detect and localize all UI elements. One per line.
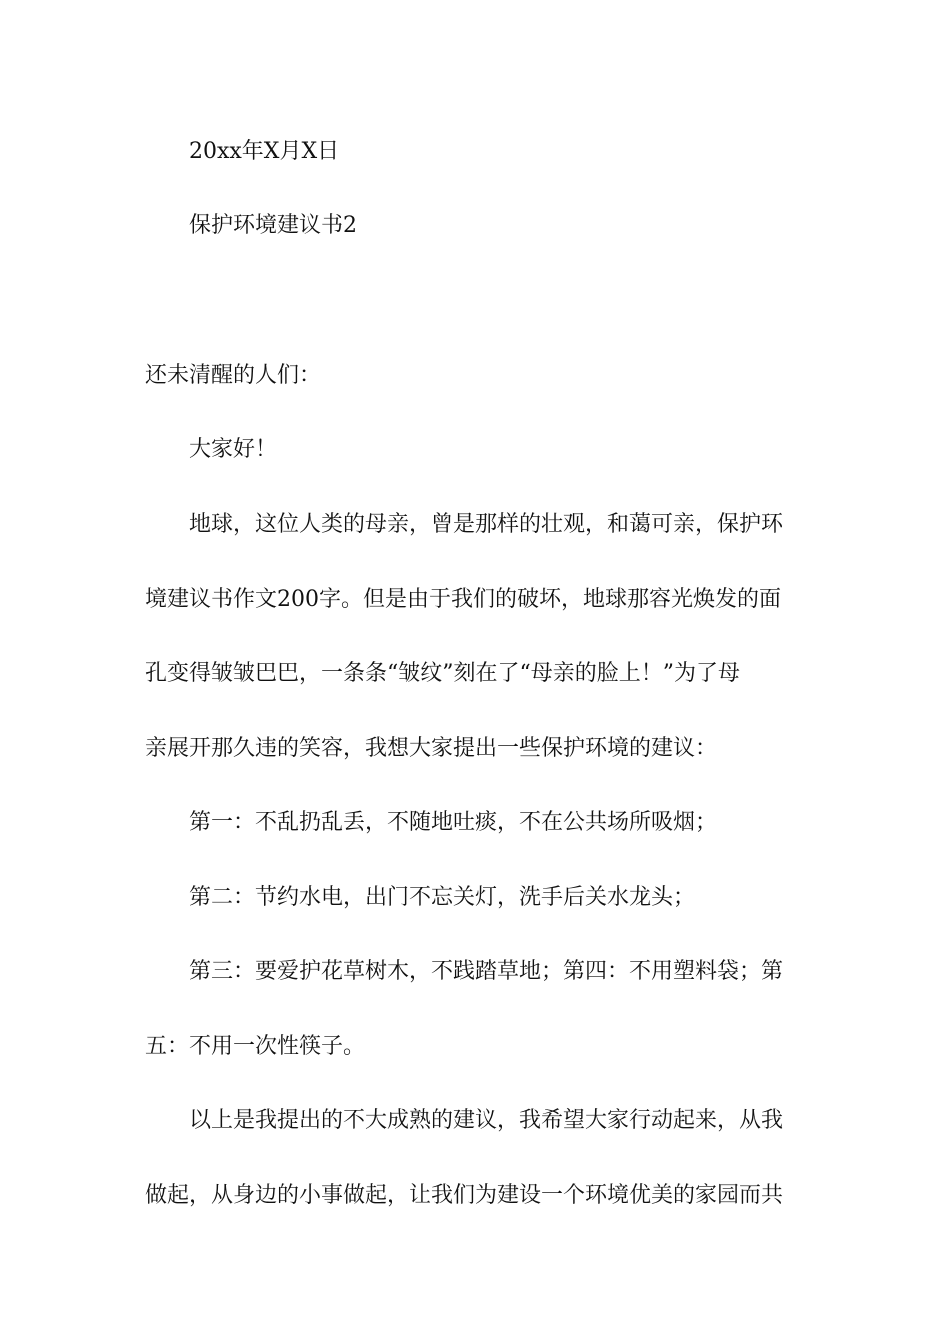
- paragraph-line: 孔变得皱皱巴巴，一条条“皱纹”刻在了“母亲的脸上！”为了母: [145, 661, 740, 686]
- paragraph-line: 以上是我提出的不大成熟的建议，我希望大家行动起来，从我: [189, 1108, 784, 1133]
- letter-heading: 保护环境建议书2: [189, 213, 357, 238]
- letter-greeting: 大家好！: [189, 437, 278, 462]
- paragraph-line: 第一：不乱扔乱丢，不随地吐痰，不在公共场所吸烟；: [189, 810, 718, 835]
- paragraph-line: 五：不用一次性筷子。: [145, 1034, 366, 1059]
- paragraph-line: 第三：要爱护花草树木，不践踏草地；第四：不用塑料袋；第: [189, 959, 784, 984]
- paragraph-line: 第二：节约水电，出门不忘关灯，洗手后关水龙头；: [189, 885, 696, 910]
- paragraph-line: 地球，这位人类的母亲，曾是那样的壮观，和蔼可亲，保护环: [189, 512, 784, 537]
- paragraph-line: 境建议书作文200字。但是由于我们的破坏，地球那容光焕发的面: [145, 587, 781, 612]
- paragraph-line: 亲展开那久违的笑容，我想大家提出一些保护环境的建议：: [145, 736, 718, 761]
- paragraph-line: 做起，从身边的小事做起，让我们为建设一个环境优美的家园而共: [145, 1183, 784, 1208]
- letter-date: 20xx年X月X日: [189, 139, 340, 164]
- letter-salutation: 还未清醒的人们：: [145, 363, 322, 388]
